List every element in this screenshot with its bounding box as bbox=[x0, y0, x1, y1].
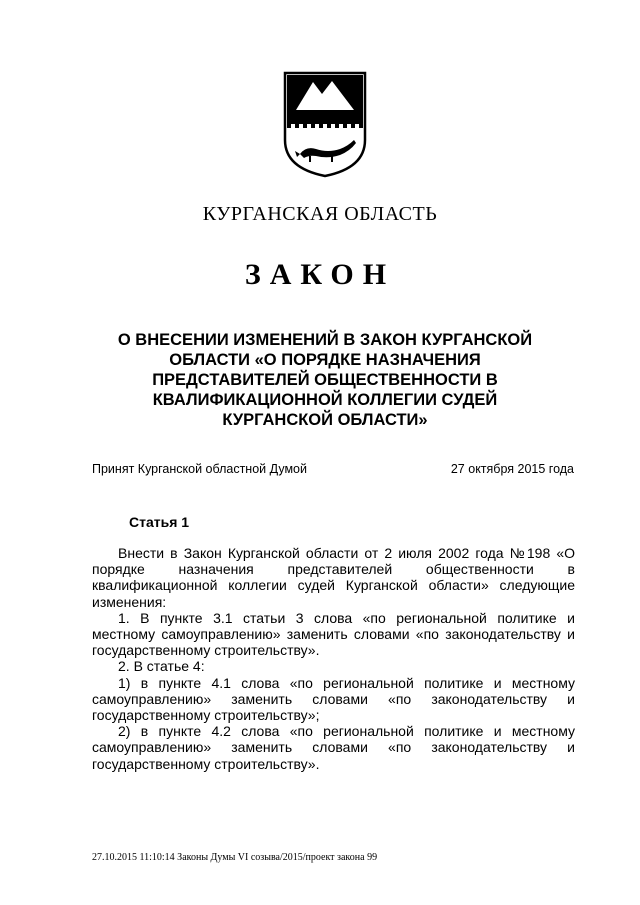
article-paragraph: 1. В пункте 3.1 статьи 3 слова «по региональной политике и местному самоуправлению» заменить словами «по законодательству и государственному строительству». bbox=[92, 609, 575, 659]
adoption-date: 27 октября 2015 года bbox=[450, 462, 574, 476]
article-body bbox=[92, 545, 575, 772]
article-paragraph: 1) в пункте 4.1 слова «по региональной политике и местному самоуправлению» заменить словами «по законодательству и государственному строительству»; bbox=[92, 674, 575, 724]
article-paragraph: 2) в пункте 4.2 слова «по региональной политике и местному самоуправлению» заменить словами «по законодательству и государственному строительству». bbox=[92, 723, 575, 772]
article-paragraph: 2. В статье 4: bbox=[118, 658, 205, 675]
article-title: Статья 1 bbox=[129, 514, 190, 530]
region-name: КУРГАНСКАЯ ОБЛАСТЬ bbox=[202, 203, 438, 225]
footer-stamp: 27.10.2015 11:10:14 Законы Думы VI созыва/2015/проект закона 99 bbox=[92, 852, 378, 863]
article-paragraph: Внести в Закон Курганской области от 2 июля 2002 года №198 «О порядке назначения представителей общественности в квалификационной коллегии судей Курганской области» следующие изменения: bbox=[92, 545, 575, 610]
adopted-by-text: Принят Курганской областной Думой bbox=[92, 462, 307, 476]
document-type: ЗАКОН bbox=[244, 258, 396, 291]
law-title: О ВНЕСЕНИИ ИЗМЕНЕНИЙ В ЗАКОН КУРГАНСКОЙ ОБЛАСТИ «О ПОРЯДКЕ НАЗНАЧЕНИЯ ПРЕДСТАВИТЕЛЕЙ ОБЩЕСТВЕННОСТИ В КВАЛИФИКАЦИОННОЙ КОЛЛЕГИИ СУДЕЙ КУРГАНСКОЙ ОБЛАСТИ» bbox=[117, 331, 533, 429]
kurgan-coat-of-arms-icon bbox=[282, 70, 368, 178]
